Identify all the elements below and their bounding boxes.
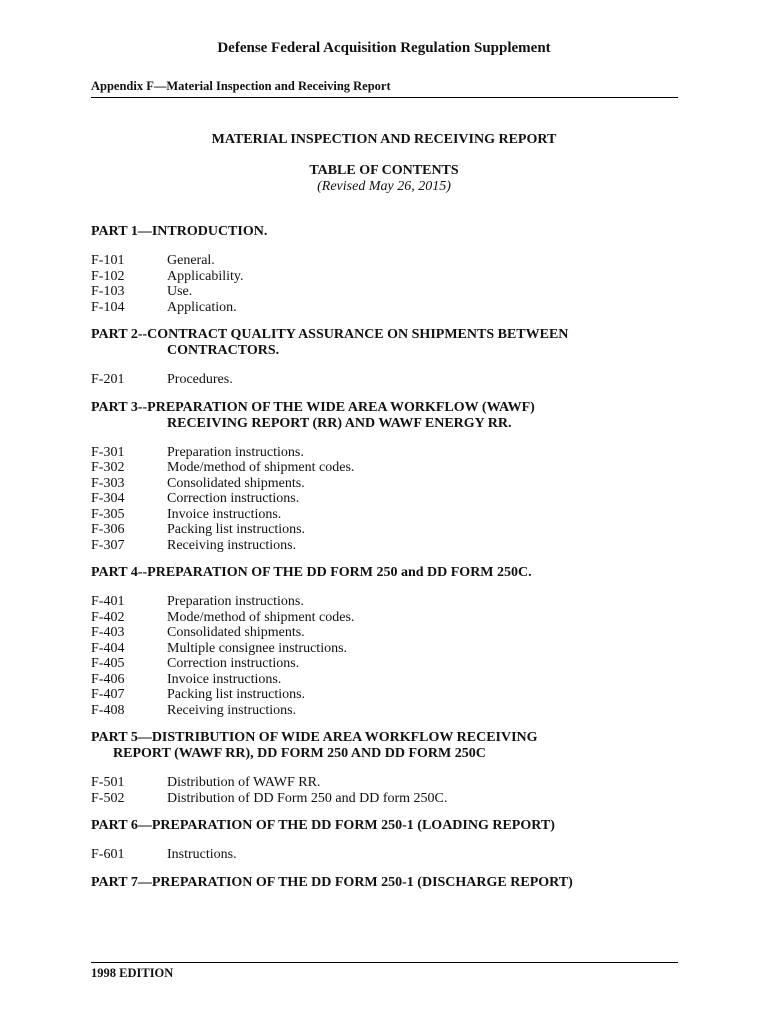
part-title-continued: CONTRACTORS. [167,343,280,358]
section-code: F-307 [91,537,125,553]
section-title: Correction instructions. [167,491,300,506]
toc-entry [91,284,678,300]
toc-entry [91,507,678,523]
section-code: F-408 [91,702,125,718]
section-code: F-303 [91,475,125,491]
part-heading [91,818,678,834]
part-title: PART 7—PREPARATION OF THE DD FORM 250-1 (DISCHARGE REPORT) [91,874,573,890]
section-title: Instructions. [167,847,237,862]
section-list [91,847,678,863]
part-title: PART 1—INTRODUCTION. [91,224,268,239]
toc-entry [91,703,678,719]
toc-entry [91,300,678,316]
part-title: PART 5—DISTRIBUTION OF WIDE AREA WORKFLOW RECEIVING [91,730,538,745]
footer-divider [91,962,678,963]
section-code: F-302 [91,460,125,475]
toc-entry [91,269,678,285]
section-code: F-406 [91,671,125,687]
section-title: Mode/method of shipment codes. [167,609,355,625]
section-title: Packing list instructions. [167,522,306,537]
toc-entry [91,775,678,791]
part-title: PART 6—PREPARATION OF THE DD FORM 250-1 (LOADING REPORT) [91,818,555,833]
toc-entry [91,687,678,703]
part-heading [91,400,678,432]
section-code: F-301 [91,444,125,460]
section-title: Mode/method of shipment codes. [167,460,355,475]
toc-entry [91,253,678,269]
part-title: PART 2--CONTRACT QUALITY ASSURANCE ON SHIPMENTS BETWEEN [91,327,569,342]
toc-entry [91,460,678,476]
toc-entry [91,522,678,538]
revised-date: (Revised May 26, 2015) [317,179,451,194]
report-heading: MATERIAL INSPECTION AND RECEIVING REPORT [211,132,557,147]
section-code: F-304 [91,491,125,506]
section-code: F-404 [91,640,125,656]
toc-entry [91,847,678,863]
section-title: Use. [167,284,193,299]
part-heading [91,730,678,762]
part-title: PART 4--PREPARATION OF THE DD FORM 250 and DD FORM 250C. [91,565,532,580]
section-code: F-101 [91,253,125,268]
section-list [91,372,678,388]
header-divider [91,97,678,98]
edition-label: 1998 EDITION [91,966,174,980]
toc-entry [91,538,678,554]
part-heading [91,875,678,891]
toc-entry [91,372,678,388]
section-code: F-305 [91,506,125,522]
part-heading [91,224,678,240]
section-title: Application. [167,299,237,315]
section-code: F-103 [91,284,125,299]
section-code: F-104 [91,299,125,315]
section-title: Distribution of WAWF RR. [167,775,321,790]
part-title-continued: RECEIVING REPORT (RR) AND WAWF ENERGY RR. [167,415,512,431]
section-title: Invoice instructions. [167,506,282,522]
toc-entry [91,641,678,657]
section-title: Consolidated shipments. [167,625,305,640]
section-code: F-407 [91,687,125,702]
section-code: F-502 [91,790,125,806]
section-list [91,594,678,718]
section-title: Applicability. [167,268,244,284]
section-list [91,775,678,806]
section-title: Multiple consignee instructions. [167,640,348,656]
section-title: Procedures. [167,372,233,387]
section-code: F-403 [91,625,125,640]
section-list [91,445,678,554]
section-title: Preparation instructions. [167,594,304,609]
toc-entry [91,791,678,807]
toc-entry [91,656,678,672]
toc-entry [91,491,678,507]
part-title-continued: REPORT (WAWF RR), DD FORM 250 AND DD FORM 250C [113,746,486,761]
section-title: Consolidated shipments. [167,475,305,491]
part-heading [91,327,678,359]
section-title: Invoice instructions. [167,671,282,687]
section-title: Distribution of DD Form 250 and DD form 250C. [167,790,448,806]
section-title: Preparation instructions. [167,444,304,460]
section-code: F-201 [91,372,125,387]
toc-entry [91,625,678,641]
section-code: F-402 [91,609,125,625]
section-code: F-306 [91,522,125,537]
section-title: Correction instructions. [167,656,300,671]
section-list [91,253,678,315]
section-code: F-601 [91,847,125,862]
part-title: PART 3--PREPARATION OF THE WIDE AREA WORKFLOW (WAWF) [91,399,535,415]
section-title: General. [167,253,215,268]
section-title: Receiving instructions. [167,537,297,553]
toc-entry [91,672,678,688]
section-code: F-102 [91,268,125,284]
toc-entry [91,610,678,626]
toc-entry [91,476,678,492]
section-code: F-501 [91,775,125,790]
section-title: Receiving instructions. [167,702,297,718]
toc-content [91,224,678,891]
toc-entry [91,445,678,461]
section-code: F-401 [91,594,125,609]
appendix-header: Appendix F—Material Inspection and Receiving Report [91,79,391,93]
part-heading [91,565,678,581]
toc-heading: TABLE OF CONTENTS [309,163,459,178]
toc-entry [91,594,678,610]
section-title: Packing list instructions. [167,687,306,702]
section-code: F-405 [91,656,125,671]
document-title: Defense Federal Acquisition Regulation Supplement [217,40,551,56]
